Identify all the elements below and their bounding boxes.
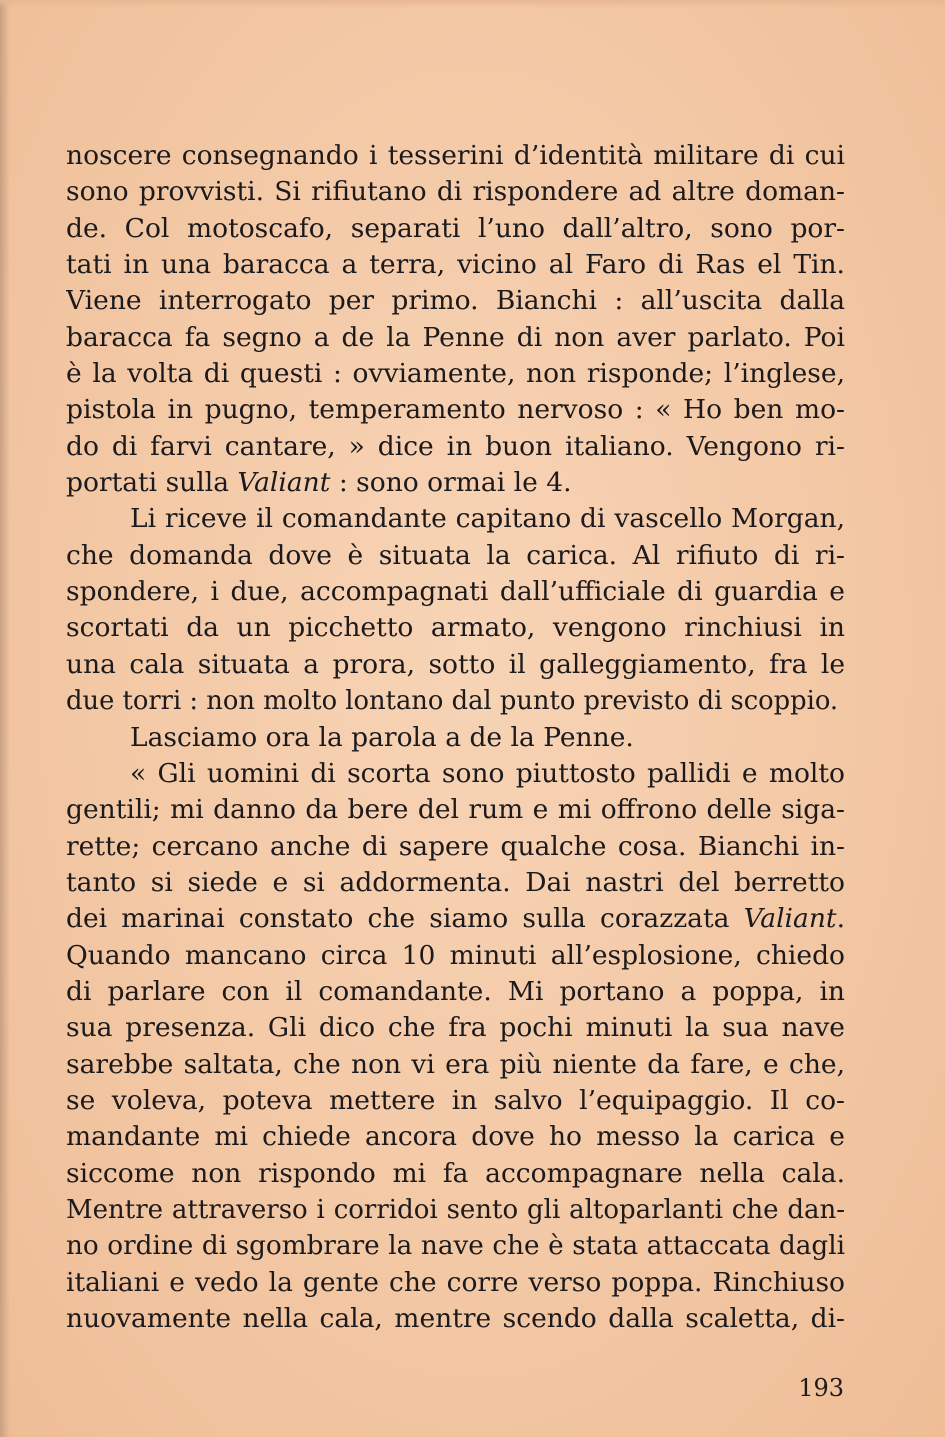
text-line: sarebbe saltata, che non vi era più niente da fare, e che, [66,1048,845,1080]
text-line: Mentre attraverso i corridoi sento gli altoparlanti che dan- [66,1194,845,1225]
text-line: di parlare con il comandante. Mi portano a poppa, in [66,975,845,1007]
text-line: gentili; mi danno da bere del rum e mi offrono delle siga- [66,794,845,826]
ship-name: Valiant [237,467,331,499]
text-line: italiani e vedo la gente che corre verso poppa. Rinchiuso [66,1266,845,1298]
text-line: sua presenza. Gli dico che fra pochi minuti la sua nave [66,1012,845,1044]
text-line: Lasciamo ora la parola a de la Penne. [130,721,634,753]
gutter-shadow [0,0,10,1437]
text-line: Viene interrogato per primo. Bianchi : all’uscita dalla [66,285,845,317]
text-line: dei marinai constato che siamo sulla corazzata Valiant. [66,903,845,935]
text-line: se voleva, poteva mettere in salvo l’equipaggio. Il co- [66,1084,845,1116]
text-line: tati in una baracca a terra, vicino al Faro di Ras el Tin. [66,249,845,281]
text-line: « Gli uomini di scorta sono piuttosto pallidi e molto [130,757,845,789]
ship-name: Valiant [743,903,837,935]
text-line: no ordine di sgombrare la nave che è stata attaccata dagli [66,1231,845,1262]
text-line: do di farvi cantare, » dice in buon italiano. Vengono ri- [66,430,845,462]
text-line: scortati da un picchetto armato, vengono rinchiusi in [66,612,845,644]
text-line: sono provvisti. Si rifiutano di rispondere ad altre doman- [66,176,845,208]
top-edge-shadow [0,0,945,8]
text-line: una cala situata a prora, sotto il galleggiamento, fra le [66,648,845,680]
text-line: due torri : non molto lontano dal punto previsto di scoppio. [66,686,839,717]
text-line: tanto si siede e si addormenta. Dai nastri del berretto [66,866,845,898]
text-line: rette; cercano anche di sapere qualche cosa. Bianchi in- [66,830,845,862]
text-line: Quando mancano circa 10 minuti all’esplosione, chiedo [66,939,845,971]
text-line: spondere, i due, accompagnati dall’ufficiale di guardia e [66,576,845,608]
text-line: mandante mi chiede ancora dove ho messo la carica e [66,1121,845,1153]
text-line: che domanda dove è situata la carica. Al rifiuto di ri- [66,539,845,571]
text-line: noscere consegnando i tesserini d’identità militare di cui [66,140,845,171]
text-line: de. Col motoscafo, separati l’uno dall’altro, sono por- [66,212,845,244]
text-line: portati sulla Valiant : sono ormai le 4. [66,467,572,499]
text-line: siccome non rispondo mi fa accompagnare nella cala. [66,1157,845,1189]
body-text [66,138,845,1337]
text-line: è la volta di questi : ovviamente, non risponde; l’inglese, [66,358,845,390]
text-line: Li riceve il comandante capitano di vascello Morgan, [130,503,845,535]
text-line: baracca fa segno a de la Penne di non aver parlato. Poi [66,321,845,353]
text-line: pistola in pugno, temperamento nervoso : « Ho ben mo- [66,394,845,426]
text-line: nuovamente nella cala, mentre scendo dalla scaletta, di- [66,1303,845,1334]
page-number: 193 [798,1374,844,1402]
